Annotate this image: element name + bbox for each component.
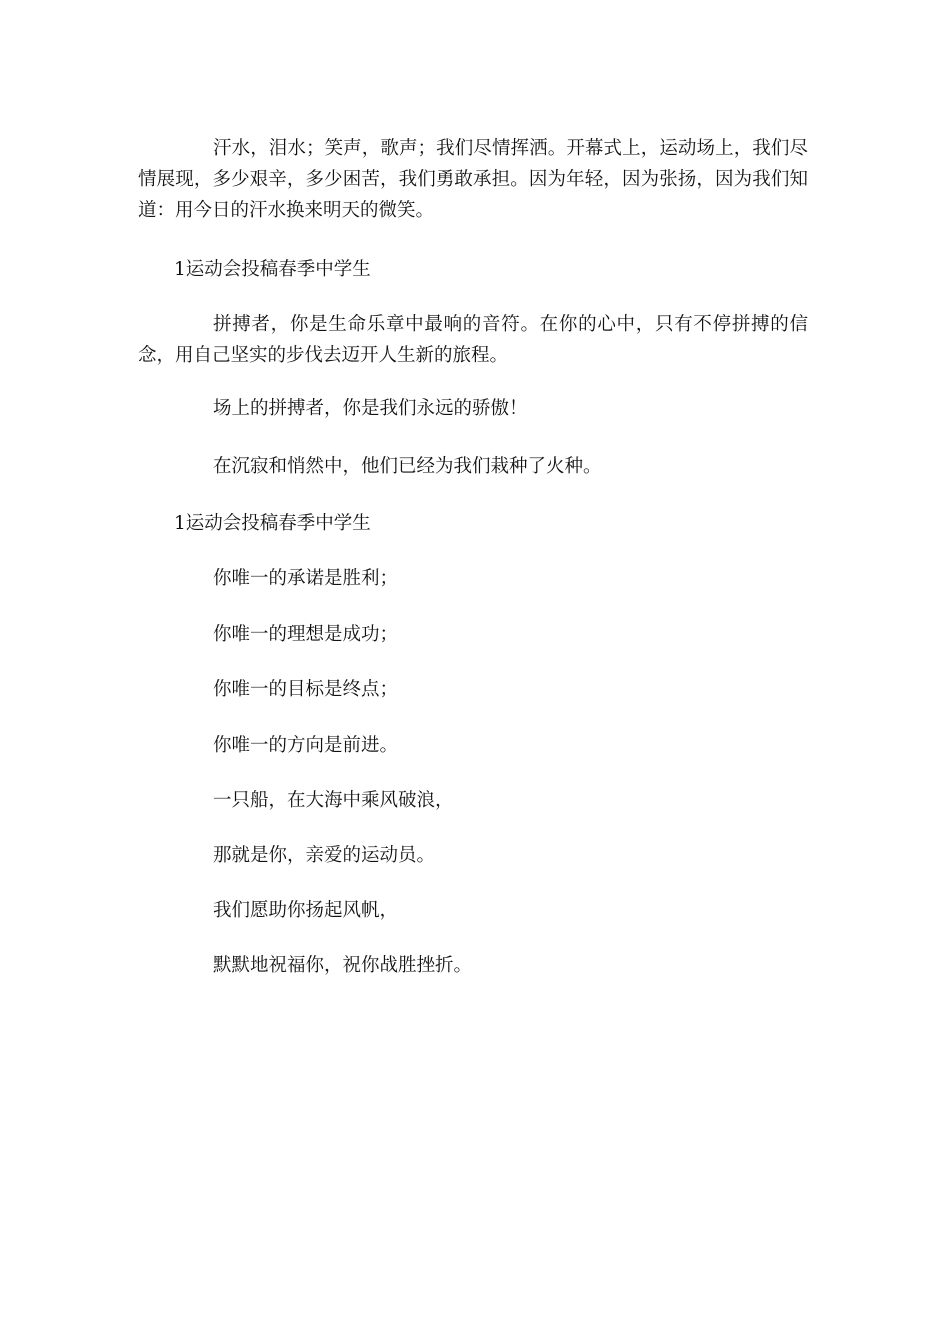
section-heading: 1运动会投稿春季中学生 [174,513,371,534]
poem-line: 默默地祝福你，祝你战胜挫折。 [213,955,473,976]
poem-line: 你唯一的目标是终点； [213,679,399,700]
poem-line: 你唯一的方向是前进。 [213,735,399,756]
poem-line: 那就是你，亲爱的运动员。 [213,845,436,866]
section-heading: 1运动会投稿春季中学生 [174,259,371,280]
paragraph-fire: 在沉寂和悄然中，他们已经为我们栽种了火种。 [213,456,602,477]
paragraph-intro: 汗水，泪水；笑声，歌声；我们尽情挥洒。开幕式上，运动场上，我们尽情展现，多少艰辛，多少困苦，我们勇敢承担。因为年轻，因为张扬，因为我们知道：用今日的汗水换来明天的微笑。 [138,138,808,221]
poem-line: 你唯一的理想是成功； [213,624,399,645]
paragraph-pride: 场上的拼搏者，你是我们永远的骄傲！ [213,398,528,419]
poem-line: 一只船，在大海中乘风破浪， [213,790,454,811]
poem-line: 你唯一的承诺是胜利； [213,568,399,589]
poem-line: 我们愿助你扬起风帆， [213,900,399,921]
paragraph-striver: 拼搏者，你是生命乐章中最响的音符。在你的心中，只有不停拼搏的信念，用自己坚实的步伐去迈开人生新的旅程。 [138,314,808,366]
